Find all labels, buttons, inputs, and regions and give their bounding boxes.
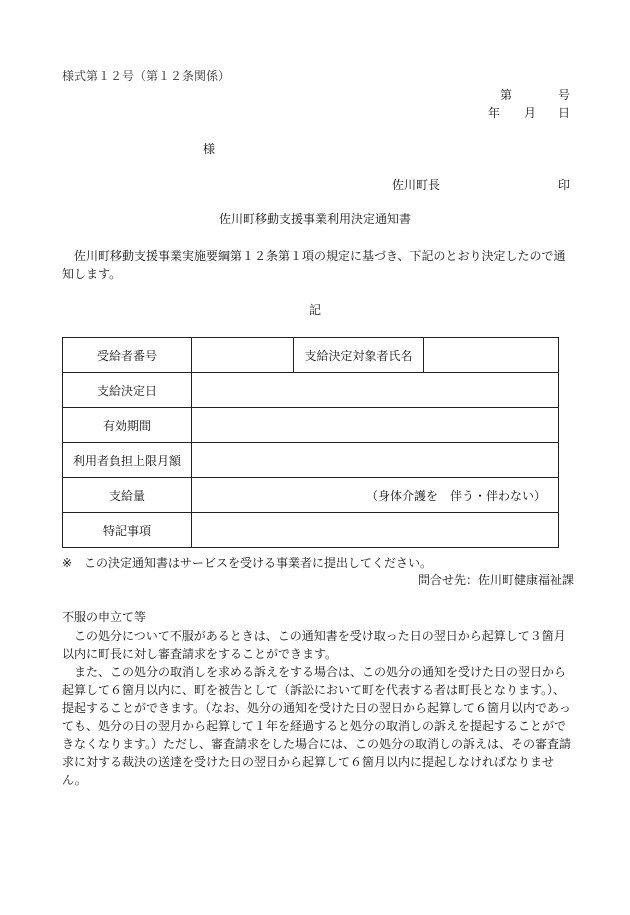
target-person-name-label: 支給決定対象者氏名 bbox=[294, 338, 424, 373]
date-day-label: 日 bbox=[558, 106, 571, 120]
appeal-section bbox=[62, 627, 572, 789]
user-burden-cap-value bbox=[192, 443, 559, 478]
validity-period-value bbox=[192, 408, 559, 443]
user-burden-cap-label: 利用者負担上限月額 bbox=[63, 443, 192, 478]
special-notes-value bbox=[192, 513, 559, 548]
date-month-label: 月 bbox=[524, 106, 537, 120]
decision-date-value bbox=[192, 373, 559, 408]
form-number: 様式第１２号（第１２条関係） bbox=[62, 69, 231, 83]
appeal-heading: 不服の申立て等 bbox=[62, 610, 147, 624]
table-row bbox=[63, 408, 559, 443]
recipient-number-value bbox=[192, 338, 294, 373]
special-notes-label: 特記事項 bbox=[63, 513, 192, 548]
body-text: 佐川町移動支援事業実施要綱第１２条第１項の規定に基づき、下記のとおり決定したので通知します。 bbox=[62, 249, 566, 281]
appeal-paragraph-1: この処分について不服があるときは、この通知書を受け取った日の翌日から起算して３箇月以内に町長に対し審査請求をすることができます。 bbox=[62, 629, 566, 661]
appeal-paragraph-2: また、この処分の取消しを求める訴えをする場合は、この処分の通知を受けた日の翌日から起算して６箇月以内に、町を被告として（訴訟において町を代表する者は町長となります。）、提起することができます。（なお、処分の通知を受けた日の翌日から起算して６箇月以内であっても、処分の日の翌月から起算して１年を経過すると処分の取消しの訴えを提起することができなくなります。）ただし、審査請求をした場合には、この処分の取消しの訴えは、その審査請求に対する裁決の送達を受けた日の翌日から起算して６箇月以内に提起しなければなりません。 bbox=[62, 665, 572, 787]
table-row bbox=[63, 338, 559, 373]
recipient-number-label: 受給者番号 bbox=[63, 338, 192, 373]
table-row bbox=[63, 513, 559, 548]
contact-info: 問合せ先：佐川町健康福祉課 bbox=[418, 573, 575, 587]
decision-date-label: 支給決定日 bbox=[63, 373, 192, 408]
supply-amount-note: （身体介護を 伴う・伴わない） bbox=[192, 478, 559, 513]
submission-notice: ※ この決定通知書はサービスを受ける事業者に提出してください。 bbox=[62, 556, 433, 570]
document-title: 佐川町移動支援事業利用決定通知書 bbox=[218, 212, 411, 226]
target-person-name-value bbox=[424, 338, 559, 373]
table-row bbox=[63, 373, 559, 408]
number-suffix: 号 bbox=[558, 88, 571, 102]
decision-table bbox=[62, 337, 559, 548]
ki-label: 記 bbox=[308, 303, 321, 317]
issuer-name: 佐川町長 bbox=[392, 178, 441, 192]
supply-amount-label: 支給量 bbox=[63, 478, 192, 513]
table-row bbox=[63, 443, 559, 478]
issuer-seal: 印 bbox=[558, 178, 571, 192]
number-prefix: 第 bbox=[500, 88, 513, 102]
validity-period-label: 有効期間 bbox=[63, 408, 192, 443]
table-row bbox=[63, 478, 559, 513]
date-year-label: 年 bbox=[488, 106, 501, 120]
recipient-honorific: 様 bbox=[203, 142, 216, 156]
